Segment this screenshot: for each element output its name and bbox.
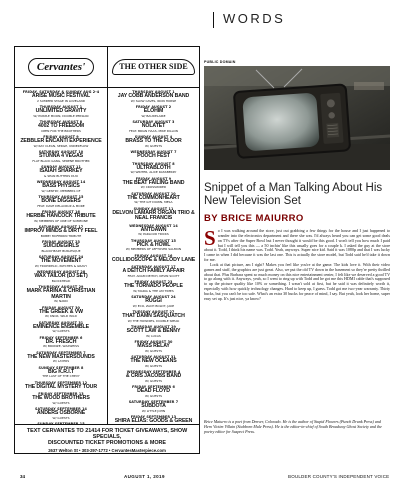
ad-footer-text-promo: DISCOUNTED TICKET PROMOTIONS & MORE bbox=[48, 440, 166, 446]
event-date: FRIDAY SEPTEMBER 6 bbox=[131, 385, 176, 390]
event-listing bbox=[18, 120, 104, 133]
event-support: W/ KNOX, WILD WILD bbox=[45, 314, 77, 319]
publication-tagline: BOULDER COUNTY'S INDEPENDENT VOICE bbox=[288, 474, 390, 479]
event-date: FRIDAY SEPTEMBER 13 bbox=[38, 392, 84, 397]
event-headliner: THE DIGITAL MYSTERY TOUR bbox=[25, 383, 97, 390]
event-support: W/ LAYERS bbox=[52, 359, 70, 364]
event-support: FLAT BLACK GANG, SERENE BROTHER bbox=[32, 158, 90, 163]
event-headliner: THE MOVEMENT bbox=[40, 258, 82, 264]
event-listing bbox=[111, 310, 196, 323]
event-listing bbox=[111, 295, 196, 308]
event-date: THURSDAY AUGUST 1 bbox=[132, 90, 175, 94]
event-listing bbox=[18, 392, 104, 405]
event-date: WEDNESDAY SEPTEMBER 4 bbox=[126, 370, 181, 375]
event-date: SATURDAY SEPTEMBER 14 bbox=[35, 407, 87, 412]
event-headliner: UNLIMITED GRAVITY bbox=[35, 108, 87, 114]
left-event-list bbox=[15, 88, 107, 425]
event-headliner: THE GREEK & VW bbox=[39, 308, 83, 315]
event-headliner: DR. FRESCH bbox=[45, 338, 77, 345]
event-support: W/ LITTLE JOHN bbox=[141, 408, 166, 413]
event-listing bbox=[111, 192, 196, 205]
event-support: BLOCKHEAD bbox=[51, 278, 71, 283]
event-listing bbox=[111, 340, 196, 353]
article-byline: BY BRICE MAIURRO bbox=[204, 213, 304, 224]
event-headliner: ZEBBLER ENCANTI EXPERIENCE bbox=[20, 138, 102, 144]
article-paragraph-1: o I was walking around the store, just out grabbing a few things for the house and I just happened to wander into the electronics department and there she was. I'd always heard you can get some good deals on TVs after the Super Bowl but I never thought it would be this good. I won't tell you how much I paid but I will tell you this — a 50 inchin' like this usually goes for a couple k. I asked the guy at the store about it. Todd, I think his name was. Todd. Yeah, anyways. Super nice kid. Said it was 1080p and that I was lucky I came in when I did because it was the last one. This is actually the store model, but Todd said he'd take it down for me. bbox=[204, 229, 390, 263]
other-side-logo-text: THE OTHER SIDE bbox=[112, 59, 194, 75]
event-listing bbox=[18, 105, 104, 118]
event-headliner: THAT DAMN SASQUATCH bbox=[122, 313, 185, 320]
event-listing bbox=[111, 90, 196, 103]
article-body bbox=[204, 229, 390, 399]
event-headliner: RUGGI bbox=[145, 298, 162, 305]
event-date: FRIDAY AUGUST 30 bbox=[134, 340, 173, 345]
event-date: FRIDAY AUGUST 9 bbox=[43, 135, 79, 139]
event-support: W/ TROPIDELIC, PATCHES & GRAVY bbox=[34, 263, 88, 268]
event-headliner: THE TORNADO PEOPLE bbox=[124, 283, 183, 290]
event-listing bbox=[111, 207, 196, 222]
event-listing bbox=[111, 239, 196, 252]
event-listing bbox=[111, 135, 196, 148]
event-headliner: WAX TAILOR (DJ SET) bbox=[34, 273, 88, 279]
event-support: W/ PURPLE MOON, DOUBLE PERSIAN bbox=[33, 113, 89, 118]
event-support: W/ GUESTS bbox=[52, 329, 70, 334]
event-date: SATURDAY AUGUST 31 bbox=[131, 355, 176, 360]
event-listing bbox=[18, 321, 104, 334]
cervantes-logo bbox=[15, 47, 107, 88]
event-headliner: BASS PHYSICS bbox=[42, 183, 80, 189]
event-date: THURSDAY AUGUST 15 bbox=[38, 195, 84, 199]
article-paragraph-2: Look at that picture, am I right? Makes you feel like you're at the game. The kids love it. With their video games and stuff, the graphics are just great. Also, we put the old TV down in the basement so they're pretty thrilled about that. Plus Barbara spent so much money on this nice entertainment center, I felt like we deserved a good TV to go along with it. Anyways, yeah, so I went to ring up with Todd and he got me this HDMI cable that's supposed to up the picture quality like 10% or something. I wasn't sold at first, but he said it was definitely worth it, especially with how quickly technology changes. Hard to keep up, I guess. Todd got me two-year warranty. Thirty bucks, but you can't be too safe. What's an extra 30 bucks for peace of mind, I say. But yeah, look her home, super easy set up. It's just nice, ya know? bbox=[204, 261, 390, 301]
right-event-list bbox=[108, 88, 199, 425]
event-headliner: THE WOOD BROTHERS bbox=[32, 395, 90, 402]
event-support: W/ SLOW CAVES, IRON HORSE bbox=[130, 98, 177, 103]
event-support: OPEN FOR THE BROTHERS bbox=[41, 128, 81, 133]
event-headliner: MASS RELAY bbox=[137, 343, 170, 350]
event-support: W/ GENTRY, MEMBERS OF bbox=[41, 188, 81, 193]
event-listing bbox=[18, 165, 104, 178]
section-title: WORDS bbox=[223, 11, 286, 26]
event-date: SATURDAY SEPTEMBER 7 bbox=[128, 400, 179, 405]
event-headliner: EMINENCE ENSEMBLE bbox=[33, 323, 89, 330]
event-headliner: THE NEW OCEANS bbox=[130, 358, 177, 365]
event-listing bbox=[18, 195, 104, 208]
page-footer bbox=[0, 474, 403, 480]
event-headliner: BRASS TO THE FLOOR bbox=[125, 138, 182, 144]
page-number: 34 bbox=[20, 474, 26, 479]
other-side-events-column bbox=[108, 47, 199, 425]
event-listing bbox=[18, 180, 104, 193]
event-date: SATURDAY AUGUST 17 bbox=[131, 265, 176, 270]
event-headliner: SUICIDEGIRLS bbox=[43, 243, 79, 249]
event-date: SATURDAY AUGUST 24 bbox=[38, 255, 84, 259]
event-date: THURSDAY AUGUST 1 bbox=[39, 105, 83, 109]
event-listing bbox=[18, 351, 104, 364]
event-date: SUNDAY AUGUST 4 bbox=[134, 135, 173, 139]
event-date: THURSDAY AUGUST 8 bbox=[39, 120, 83, 124]
section-divider bbox=[213, 12, 214, 28]
event-date: THURSDAY AUGUST 29 bbox=[131, 325, 176, 330]
event-listing bbox=[111, 254, 196, 264]
event-listing bbox=[18, 306, 104, 319]
event-listing bbox=[111, 280, 196, 293]
event-headliner: A DEITCH FAMILY AFFAIR bbox=[122, 268, 185, 275]
event-headliner: SHIRA ELIAS: GOODS & GREEN bbox=[114, 418, 193, 425]
event-listing bbox=[111, 120, 196, 133]
event-headliner: BIG K.R.I.T bbox=[48, 368, 74, 375]
ad-footer-address: 2637 Welton St • 303-297-1772 • CervantesMasterpiece.com bbox=[48, 448, 166, 453]
event-listing bbox=[111, 265, 196, 278]
event-headliner: NOLATET bbox=[141, 123, 166, 129]
event-headliner: POOCH FEST bbox=[137, 153, 170, 159]
event-support: W/ GUESTS bbox=[52, 415, 70, 420]
event-listing bbox=[18, 225, 104, 238]
event-headliner: JAY COBB ANDERSON BAND bbox=[117, 93, 190, 99]
event-support: W/ BAUDELAIRE bbox=[141, 113, 166, 118]
event-listing bbox=[18, 255, 104, 268]
cervantes-logo-text: Cervantes' bbox=[28, 58, 94, 76]
drop-cap: S bbox=[204, 229, 216, 250]
event-listing bbox=[18, 336, 104, 349]
section-header bbox=[201, 6, 391, 34]
event-headliner: 4002 TO FREEDOM bbox=[38, 123, 84, 129]
event-date: SATURDAY AUGUST 10 bbox=[38, 150, 84, 154]
event-date: SUNDAY SEPTEMBER 15 bbox=[37, 422, 85, 425]
issue-date: AUGUST 1, 2019 bbox=[124, 474, 165, 479]
event-date: FRIDAY SEPTEMBER 13 bbox=[130, 415, 177, 420]
event-support: W/ MEMBERS OF ONE OF SOMEONE bbox=[34, 218, 88, 223]
event-support: & SEAN BUTTERS DUO bbox=[44, 173, 78, 178]
event-headliner: DEAD FLOYD bbox=[137, 388, 170, 395]
event-support: W/ THE HOWDIES, DOUBLE SPEAK bbox=[127, 318, 180, 323]
event-support: W/ RAY CLEAN, SERGE, UNDERFLOW bbox=[33, 143, 89, 148]
event-headliner: ARISE MUSIC FESTIVAL bbox=[31, 93, 91, 99]
event-headliner: ANDERS OSBORNE bbox=[36, 410, 86, 417]
event-headliner: PICK & HOWL bbox=[136, 241, 171, 248]
event-date: WEDNESDAY AUGUST 14 bbox=[129, 223, 178, 228]
event-listing bbox=[18, 381, 104, 391]
event-support: W/ PARLOUR TRICKS bbox=[138, 232, 169, 237]
event-support: W/ CROSSWIRED bbox=[140, 185, 167, 190]
event-support: FEAT. ADAM DEITCH, KEVIN SCOTT bbox=[127, 273, 180, 278]
event-listing bbox=[111, 370, 196, 383]
cervantes-events-column bbox=[15, 47, 108, 425]
event-listing bbox=[111, 162, 196, 175]
event-support: BLACKHEART BURLESQUE bbox=[41, 248, 81, 253]
ad-footer-text-offer: TEXT CERVANTES TO 21414 FOR TICKET GIVEAWAYS, SHOW SPECIALS, bbox=[26, 428, 188, 440]
photo-credit: PUBLIC DOMAIN bbox=[204, 60, 236, 64]
event-date: SATURDAY AUGUST 3 bbox=[132, 120, 175, 124]
event-support: W/ BRONZE, WAXWEISS bbox=[42, 344, 79, 349]
event-date: THURSDAY AUGUST 29 bbox=[38, 285, 84, 289]
event-listing bbox=[18, 270, 104, 283]
event-support: W/ GUESTS bbox=[145, 143, 162, 148]
event-support: W/ GUESTS bbox=[145, 393, 162, 398]
event-date: FRIDAY AUGUST 9 bbox=[135, 176, 172, 181]
event-date: SATURDAY AUGUST 17 bbox=[38, 225, 84, 229]
event-support: BOBBY MCFERRIN TRIBUTE bbox=[40, 233, 82, 238]
event-headliner: BONE DIGGERS bbox=[41, 198, 81, 204]
event-date: SATURDAY SEPTEMBER 7 bbox=[36, 350, 86, 355]
event-date: WEDNESDAY AUGUST 14 bbox=[36, 180, 86, 184]
event-support: W/ GUESTS bbox=[145, 363, 162, 368]
ad-footer bbox=[15, 424, 199, 453]
event-headliner: SUBDOTA bbox=[141, 403, 166, 410]
event-support: W/ GUESTS bbox=[145, 348, 162, 353]
event-date: THURSDAY AUGUST 8 bbox=[132, 161, 175, 166]
event-listing bbox=[18, 366, 104, 379]
event-date: TUESDAY AUGUST 27 bbox=[132, 310, 175, 315]
event-headliner: IMPROV MINDS & DIRTY FEEL bbox=[24, 228, 98, 234]
article-headline: Snippet of a Man Talking About His New Television Set bbox=[204, 182, 383, 207]
event-support: W/ MARIA & THE AM TIMES bbox=[133, 288, 174, 293]
article-photo bbox=[204, 66, 390, 170]
event-support: 2 SUMMER STAGE IN LOVELAND bbox=[37, 98, 85, 103]
event-listing bbox=[111, 325, 196, 338]
event-headliner: DELVON LAMARR ORGAN TRIO & NEAL FRANCIS bbox=[112, 209, 195, 222]
event-date: WEDNESDAY AUGUST 7 bbox=[130, 150, 177, 154]
event-date: THURSDAY AUGUST 15 bbox=[131, 238, 176, 243]
event-support: W/ NANO bbox=[54, 299, 68, 304]
event-date: WEDNESDAY AUGUST 28 bbox=[36, 270, 86, 274]
event-listing bbox=[111, 105, 196, 118]
event-headliner: HERBIE HANCOCK TRIBUTE bbox=[26, 213, 96, 219]
event-date: FRIDAY, SATURDAY & SUNDAY AUG 2-4 bbox=[22, 90, 100, 94]
event-listing bbox=[18, 285, 104, 304]
event-support: W/ WRITER, ALICE RASSBERRY bbox=[130, 170, 177, 175]
old-television-image bbox=[204, 66, 390, 170]
event-support: W/ GUESTS bbox=[145, 378, 162, 383]
event-date: FRIDAY AUGUST 30 bbox=[42, 305, 80, 310]
event-listing bbox=[18, 150, 104, 163]
event-date: SUNDAY SEPTEMBER 8 bbox=[38, 365, 84, 370]
event-support: W/ LUCAS bbox=[146, 333, 161, 338]
event-support: FEAT. BRIAN HAAS, MIKE DILLON bbox=[129, 128, 178, 133]
event-headliner: THE COMMONHEART bbox=[127, 194, 180, 201]
event-date: SATURDAY AUGUST 24 bbox=[131, 295, 176, 300]
event-listing bbox=[111, 385, 196, 398]
event-listing bbox=[111, 355, 196, 368]
event-headliner: STUNNA 4 VEGAS bbox=[39, 153, 83, 159]
event-listing bbox=[18, 135, 104, 148]
event-headliner: ELOHIM bbox=[143, 108, 164, 114]
event-date: SATURDAY AUGUST 31 bbox=[38, 320, 84, 325]
event-date: SUNDAY AUGUST 11 bbox=[41, 165, 81, 169]
event-date: FRIDAY AUGUST 16 bbox=[42, 210, 80, 214]
event-date: FRIDAY AUGUST 23 bbox=[42, 240, 80, 244]
event-headliner: COLLIDOSCOPE & MELODY LANE bbox=[111, 256, 196, 263]
event-date: FRIDAY AUGUST 2 bbox=[135, 105, 172, 109]
event-headliner: ISAIAH SHARKEY bbox=[39, 168, 83, 174]
event-date: SUNDAY AUGUST 11 bbox=[133, 206, 174, 211]
event-support: W/ MEMBERS OF LEFTOVER SALMON bbox=[125, 247, 182, 252]
event-listing bbox=[111, 224, 196, 237]
event-headliner: & CRIS JACOBS BAND bbox=[125, 373, 182, 380]
author-bio: Brice Maiurro is a poet from Denver, Colorado. He is the author of Stupid Flowers (Punch Drunk Press) and Hero Victim Villain (Stubborn Mule Press). He is the editor-in-chief of South Broadway Ghost Society and the poetry editor for Suspect Press. bbox=[204, 419, 382, 434]
event-headliner: MARK FARINA & CHRISTIAN MARTIN bbox=[26, 288, 96, 300]
event-headliner: ULTRABLOTH bbox=[136, 164, 171, 171]
event-date: SATURDAY AUGUST 10 bbox=[131, 191, 176, 196]
cervantes-ad bbox=[14, 46, 200, 454]
event-support: W/ GUESTS bbox=[52, 400, 70, 405]
event-listing bbox=[18, 90, 104, 103]
event-headliner: SCOTT LAW & BENNY bbox=[126, 328, 181, 335]
event-date: FRIDAY AUGUST 16 bbox=[134, 253, 173, 258]
event-listing bbox=[18, 407, 104, 420]
event-listing bbox=[18, 210, 104, 223]
other-side-logo bbox=[108, 47, 199, 88]
event-date: FRIDAY SEPTEMBER 6 bbox=[39, 335, 83, 340]
event-support: FEAT. DAVE DELACRUZ & MORE bbox=[37, 203, 85, 208]
event-listing bbox=[18, 240, 104, 253]
event-support: THE LAST OF THE CHEVY bbox=[42, 374, 80, 379]
event-headliner: THE NEW MASTERSOUNDS bbox=[27, 353, 95, 360]
event-date: THURSDAY SEPTEMBER 12 bbox=[34, 380, 88, 385]
event-listing bbox=[111, 150, 196, 160]
event-headliner: THE BEAT FAILING BAND bbox=[122, 179, 185, 186]
event-support: W/ ECO, ZACH BOLDT, JAKE bbox=[132, 303, 175, 308]
event-date: FRIDAY AUGUST 23 bbox=[134, 280, 173, 285]
event-listing bbox=[111, 400, 196, 413]
event-support: W/ THE GIT DOWN, MESA bbox=[134, 200, 173, 205]
event-listing bbox=[111, 177, 196, 190]
event-headliner: ANTDAWN bbox=[140, 226, 167, 233]
